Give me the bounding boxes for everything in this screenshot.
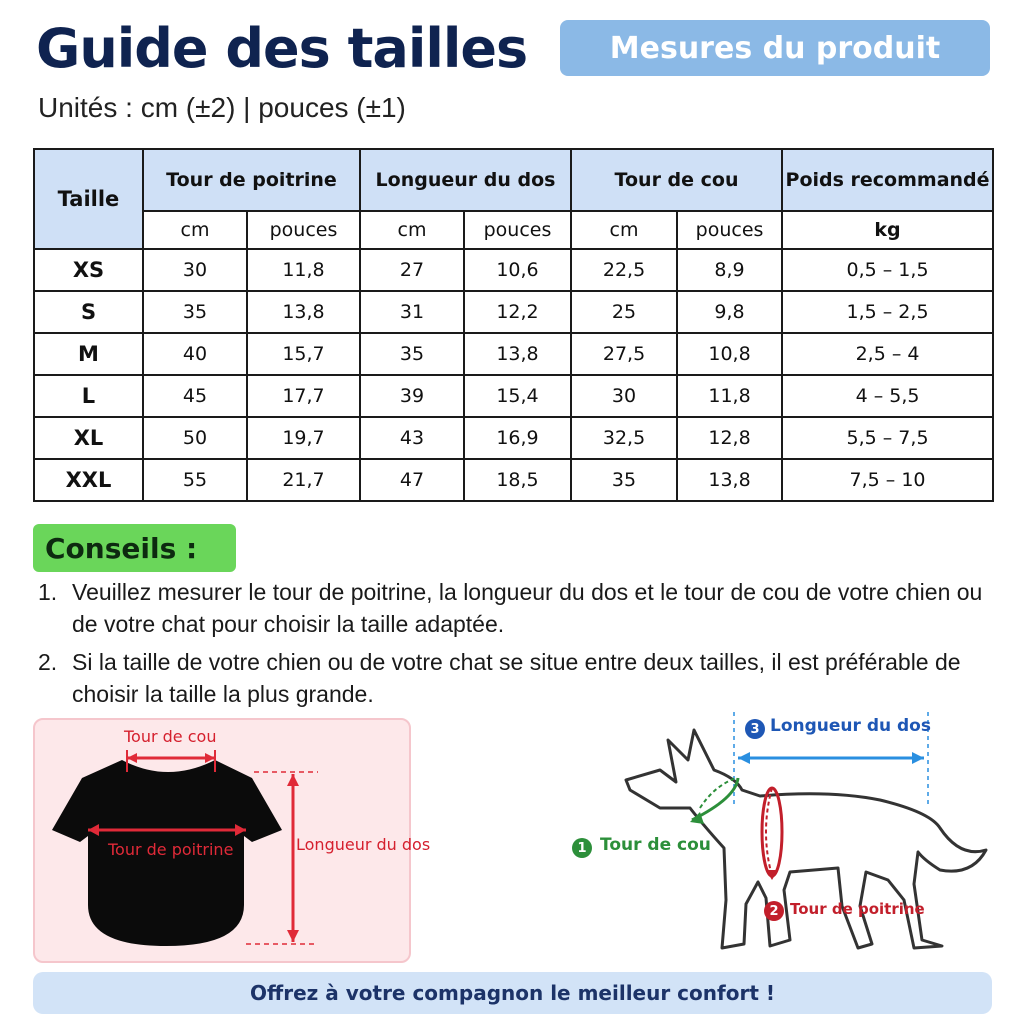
table-cell: 12,2 xyxy=(464,291,571,333)
table-cell: 22,5 xyxy=(571,249,677,291)
size-cell: M xyxy=(34,333,143,375)
chest-number-badge: 2 xyxy=(764,901,784,921)
unit-header: cm xyxy=(571,211,677,249)
tip-text: Veuillez mesurer le tour de poitrine, la longueur du dos et le tour de cou de votre chien ou de votre chat pour choisir la taille adaptée. xyxy=(72,579,983,637)
unit-header: cm xyxy=(143,211,247,249)
back-length-group-header: Longueur du dos xyxy=(360,149,571,211)
size-cell: S xyxy=(34,291,143,333)
table-cell: 8,9 xyxy=(677,249,782,291)
table-cell: 35 xyxy=(360,333,464,375)
table-cell: 11,8 xyxy=(247,249,360,291)
table-cell: 45 xyxy=(143,375,247,417)
units-note: Unités : cm (±2) | pouces (±1) xyxy=(38,92,406,123)
length-number-badge: 3 xyxy=(745,719,765,739)
table-cell: 30 xyxy=(143,249,247,291)
dog-chest-label: Tour de poitrine xyxy=(790,900,925,918)
table-cell: 32,5 xyxy=(571,417,677,459)
product-measurements-badge: Mesures du produit xyxy=(560,20,990,76)
dog-length-label: Longueur du dos xyxy=(770,716,931,736)
size-cell: XXL xyxy=(34,459,143,501)
weight-group-header: Poids recommandé xyxy=(782,149,993,211)
table-cell: 4 – 5,5 xyxy=(782,375,993,417)
size-cell: XL xyxy=(34,417,143,459)
size-cell: L xyxy=(34,375,143,417)
table-cell: 13,8 xyxy=(247,291,360,333)
table-cell: 27,5 xyxy=(571,333,677,375)
table-cell: 12,8 xyxy=(677,417,782,459)
table-cell: 11,8 xyxy=(677,375,782,417)
table-cell: 1,5 – 2,5 xyxy=(782,291,993,333)
table-cell: 9,8 xyxy=(677,291,782,333)
table-cell: 10,8 xyxy=(677,333,782,375)
dog-neck-label: Tour de cou xyxy=(600,835,711,855)
table-cell: 31 xyxy=(360,291,464,333)
table-cell: 13,8 xyxy=(464,333,571,375)
table-cell: 18,5 xyxy=(464,459,571,501)
table-cell: 47 xyxy=(360,459,464,501)
table-cell: 17,7 xyxy=(247,375,360,417)
unit-header: pouces xyxy=(464,211,571,249)
table-cell: 16,9 xyxy=(464,417,571,459)
table-cell: 19,7 xyxy=(247,417,360,459)
tip-number: 2. xyxy=(38,649,58,675)
shirt-neck-label: Tour de cou xyxy=(124,727,217,746)
neck-number-badge: 1 xyxy=(572,838,592,858)
table-cell: 15,4 xyxy=(464,375,571,417)
table-cell: 2,5 – 4 xyxy=(782,333,993,375)
table-cell: 5,5 – 7,5 xyxy=(782,417,993,459)
table-cell: 10,6 xyxy=(464,249,571,291)
table-cell: 43 xyxy=(360,417,464,459)
table-cell: 27 xyxy=(360,249,464,291)
shirt-back-length-label: Longueur du dos xyxy=(296,835,431,854)
size-cell: XS xyxy=(34,249,143,291)
tip-number: 1. xyxy=(38,579,58,605)
tips-heading: Conseils : xyxy=(33,524,236,572)
table-cell: 13,8 xyxy=(677,459,782,501)
table-cell: 30 xyxy=(571,375,677,417)
table-cell: 15,7 xyxy=(247,333,360,375)
table-cell: 39 xyxy=(360,375,464,417)
page-title: Guide des tailles xyxy=(36,17,528,80)
footer-banner: Offrez à votre compagnon le meilleur confort ! xyxy=(33,972,992,1014)
table-cell: 21,7 xyxy=(247,459,360,501)
shirt-chest-label: Tour de poitrine xyxy=(108,840,234,859)
table-cell: 35 xyxy=(571,459,677,501)
unit-header: pouces xyxy=(247,211,360,249)
table-cell: 25 xyxy=(571,291,677,333)
table-cell: 0,5 – 1,5 xyxy=(782,249,993,291)
table-cell: 50 xyxy=(143,417,247,459)
unit-header: kg xyxy=(782,211,993,249)
tip-text: Si la taille de votre chien ou de votre chat se situe entre deux tailles, il est préférable de choisir la taille la plus grande. xyxy=(72,649,961,707)
size-column-header: Taille xyxy=(34,149,143,249)
table-cell: 35 xyxy=(143,291,247,333)
chest-group-header: Tour de poitrine xyxy=(143,149,360,211)
table-cell: 40 xyxy=(143,333,247,375)
unit-header: pouces xyxy=(677,211,782,249)
neck-group-header: Tour de cou xyxy=(571,149,782,211)
table-cell: 7,5 – 10 xyxy=(782,459,993,501)
unit-header: cm xyxy=(360,211,464,249)
table-cell: 55 xyxy=(143,459,247,501)
